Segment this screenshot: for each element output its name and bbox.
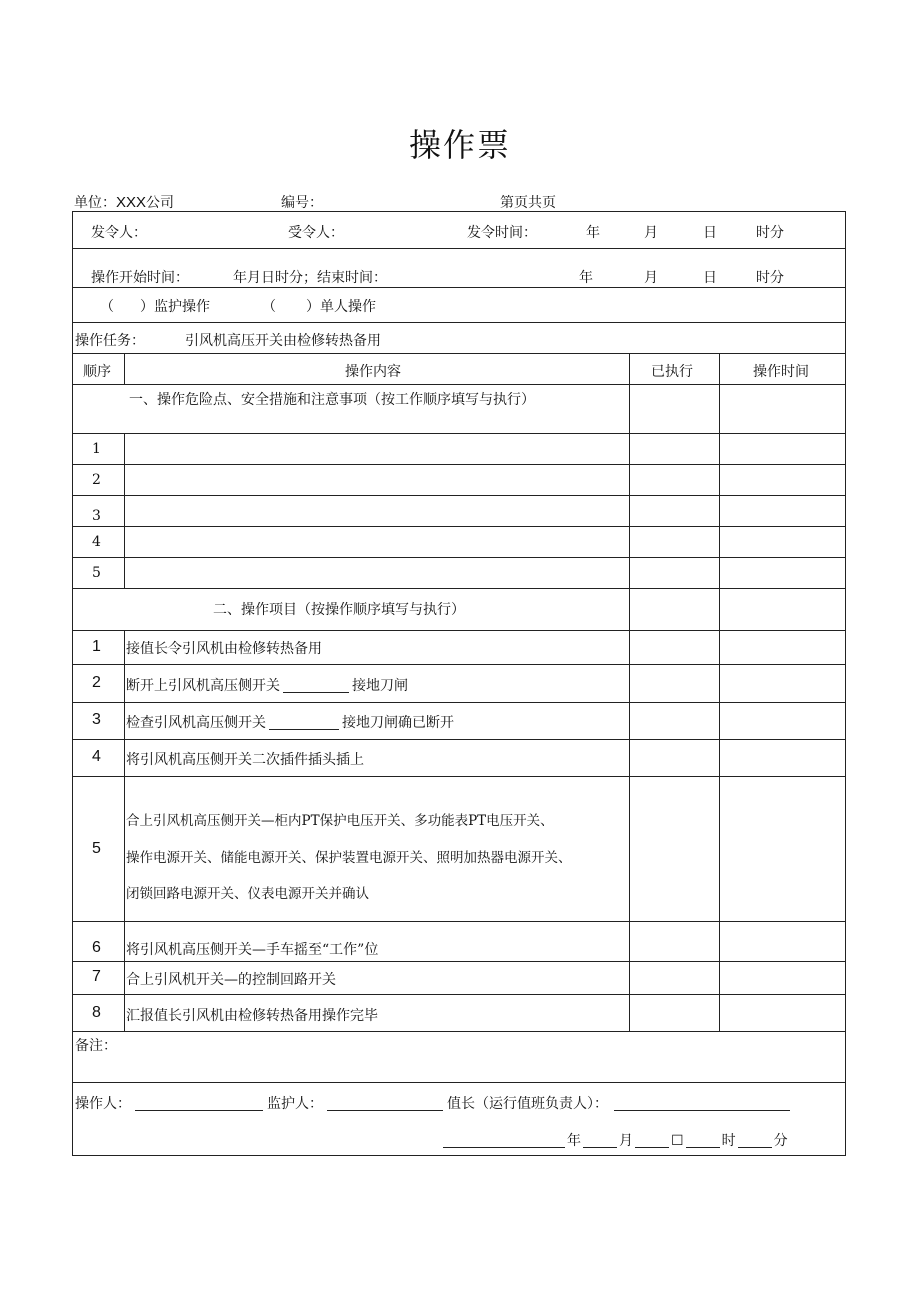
date-year-label: 年 (567, 1133, 581, 1149)
date-hour-field[interactable] (686, 1133, 720, 1148)
step-content-part: 接地刀闸确已断开 (342, 715, 454, 731)
col-divider (629, 353, 630, 1031)
leader-label: 值长（运行值班负责人）： (447, 1096, 608, 1112)
ticket-number-label: 编号： (281, 195, 323, 211)
leader-field[interactable] (614, 1096, 790, 1111)
row-divider (73, 994, 845, 995)
step-content: 合上引风机开关—的控制回路开关 (126, 972, 336, 988)
hazard-row-number: 4 (92, 534, 101, 550)
date-minute-field[interactable] (738, 1133, 772, 1148)
remarks-label: 备注： (75, 1038, 117, 1054)
row-divider (73, 588, 845, 589)
end-hour-minute: 时分 (756, 270, 784, 286)
date-month-field[interactable] (583, 1133, 617, 1148)
supervised-mode-label: ）监护操作 (140, 299, 210, 315)
col-divider (124, 353, 125, 384)
task-value: 引风机高压开关由检修转热备用 (185, 333, 381, 349)
issue-time-label: 发令时间： (467, 225, 537, 241)
step-number: 2 (92, 674, 101, 691)
unit-suffix: 公司 (146, 195, 175, 211)
unit-value[interactable]: XXX (116, 194, 147, 211)
col-divider (124, 433, 125, 588)
date-hour-label: 时 (721, 1133, 736, 1149)
row-divider (73, 557, 845, 558)
unit-field (74, 192, 174, 212)
row-divider (73, 776, 845, 777)
switch-number-blank[interactable] (269, 715, 339, 730)
start-time-label: 操作开始时间： (91, 270, 189, 286)
col-header-content: 操作内容 (345, 364, 401, 380)
end-month: 月 (644, 270, 658, 286)
operation-ticket-table (72, 211, 846, 1156)
col-divider (719, 353, 720, 1031)
issue-year: 年 (586, 225, 600, 241)
single-mode-label: ）单人操作 (306, 299, 376, 315)
step-number: 1 (92, 638, 101, 655)
end-day: 日 (703, 270, 717, 286)
switch-number-blank[interactable] (283, 678, 349, 693)
hazard-row-number: 1 (92, 441, 101, 457)
step-number: 3 (92, 711, 101, 728)
step-content (126, 712, 454, 732)
col-header-seq: 顺序 (83, 364, 111, 380)
row-divider (73, 1082, 845, 1083)
row-divider (73, 322, 845, 323)
step-content (126, 675, 408, 695)
unit-label: 单位： (74, 195, 116, 211)
start-end-time-text: 年月日时分；结束时间： (233, 270, 387, 286)
step-number: 4 (92, 748, 101, 765)
row-divider (73, 526, 845, 527)
operator-signature (75, 1093, 790, 1113)
row-divider (73, 630, 845, 631)
row-divider (73, 384, 845, 385)
date-year-field[interactable] (443, 1133, 565, 1148)
step-number: 8 (92, 1004, 101, 1021)
step-content: 将引风机高压侧开关—手车摇至“工作”位 (126, 942, 379, 958)
supervised-mode-checkbox[interactable]: （ (100, 299, 114, 315)
row-divider (73, 495, 845, 496)
hazard-row-number: 5 (92, 565, 101, 581)
step-number: 6 (92, 939, 101, 956)
step-content: 将引风机高压侧开关二次插件插头插上 (126, 752, 364, 768)
row-divider (73, 961, 845, 962)
section1-heading: 一、操作危险点、安全措施和注意事项（按工作顺序填写与执行） (129, 392, 535, 408)
issue-day: 日 (703, 225, 717, 241)
step-content-part: 接地刀闸 (352, 678, 408, 694)
row-divider (73, 353, 845, 354)
step-content-line: 合上引风机高压侧开关—柜内PT保护电压开关、多功能表PT电压开关、 (126, 813, 554, 829)
section2-heading: 二、操作项目（按操作顺序填写与执行） (213, 602, 465, 618)
end-year: 年 (579, 270, 593, 286)
row-divider (73, 1031, 845, 1032)
date-day-field[interactable] (635, 1133, 669, 1148)
row-divider (73, 287, 845, 288)
row-divider (73, 702, 845, 703)
receiver-label: 受令人： (288, 225, 344, 241)
row-divider (73, 739, 845, 740)
operator-label: 操作人： (75, 1096, 131, 1112)
row-divider (73, 464, 845, 465)
step-number: 7 (92, 968, 101, 985)
page-title: 操作票 (408, 126, 511, 164)
row-divider (73, 664, 845, 665)
date-day-box: ☐ (671, 1133, 684, 1149)
step-content-part: 检查引风机高压侧开关 (126, 715, 266, 731)
issuer-label: 发令人： (91, 225, 147, 241)
date-minute-label: 分 (773, 1133, 788, 1149)
step-content-part: 断开上引风机高压侧开关 (126, 678, 280, 694)
step-content-line: 操作电源开关、储能电源开关、保护装置电源开关、照明加热器电源开关、 (126, 850, 572, 866)
guardian-label: 监护人： (267, 1096, 323, 1112)
date-month-label: 月 (619, 1133, 633, 1149)
step-content: 接值长令引风机由检修转热备用 (126, 641, 322, 657)
col-header-executed: 已执行 (651, 364, 693, 380)
single-mode-checkbox[interactable]: （ (262, 299, 276, 315)
page-count-label: 第页共页 (500, 195, 556, 211)
col-header-time: 操作时间 (753, 364, 809, 380)
signature-date (443, 1130, 788, 1150)
step-number: 5 (92, 840, 101, 857)
operator-field[interactable] (135, 1096, 263, 1111)
step-content: 汇报值长引风机由检修转热备用操作完毕 (126, 1008, 378, 1024)
guardian-field[interactable] (327, 1096, 443, 1111)
row-divider (73, 433, 845, 434)
col-divider (124, 630, 125, 1031)
issue-month: 月 (644, 225, 658, 241)
row-divider (73, 248, 845, 249)
row-divider (73, 921, 845, 922)
task-label: 操作任务： (75, 333, 145, 349)
hazard-row-number: 2 (92, 472, 101, 488)
step-content-line: 闭锁回路电源开关、仪表电源开关并确认 (126, 886, 369, 902)
hazard-row-number: 3 (92, 508, 101, 524)
issue-hour-minute: 时分 (756, 225, 784, 241)
